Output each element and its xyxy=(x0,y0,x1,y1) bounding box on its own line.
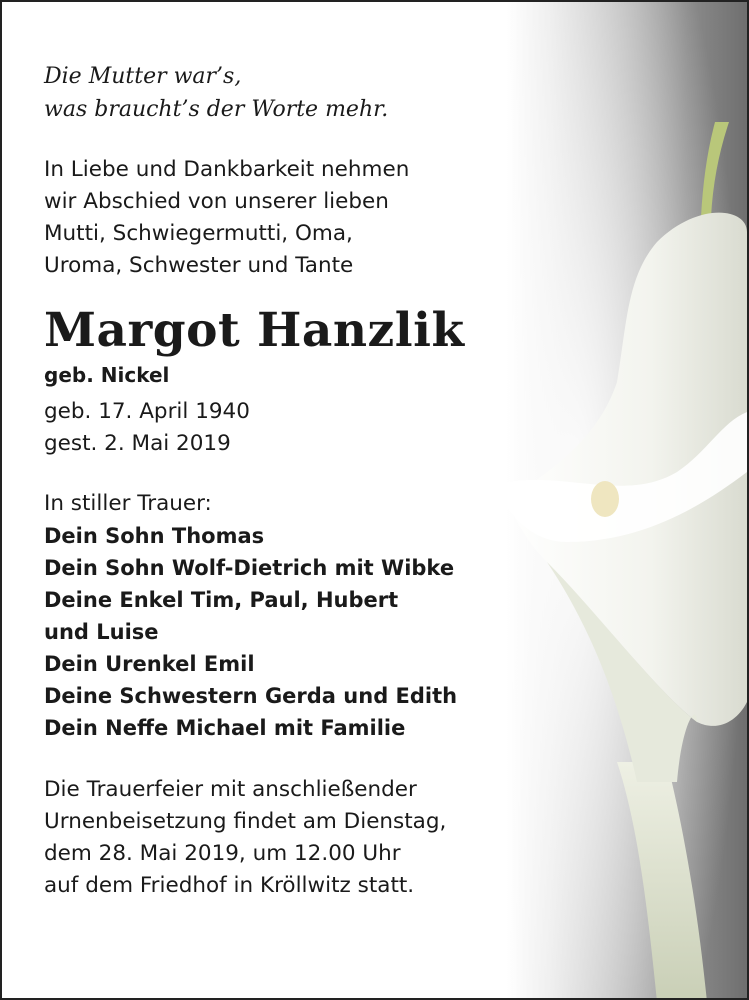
intro-line: Uroma, Schwester und Tante xyxy=(44,253,354,278)
notice-text xyxy=(44,60,514,902)
motto-line: was braucht’s der Worte mehr. xyxy=(44,97,389,122)
mourner: Deine Enkel Tim, Paul, Hubert xyxy=(44,588,399,612)
calla-lily-icon xyxy=(507,2,747,1000)
deceased-name: Margot Hanzlik xyxy=(44,303,465,358)
intro-line: In Liebe und Dankbarkeit nehmen xyxy=(44,157,410,182)
intro-line: Mutti, Schwiegermutti, Oma, xyxy=(44,221,353,246)
intro-text xyxy=(44,154,514,282)
mourner: Dein Urenkel Emil xyxy=(44,652,255,676)
intro-line: wir Abschied von unserer lieben xyxy=(44,189,389,214)
birth-date: geb. 17. April 1940 xyxy=(44,399,250,424)
mourner: Dein Sohn Wolf-Dietrich mit Wibke xyxy=(44,556,455,580)
mourning-label: In stiller Trauer: xyxy=(44,491,212,516)
life-dates xyxy=(44,396,514,460)
service-line: dem 28. Mai 2019, um 12.00 Uhr xyxy=(44,841,401,866)
mourner: und Luise xyxy=(44,620,159,644)
motto-line: Die Mutter war’s, xyxy=(44,64,242,89)
motto xyxy=(44,60,514,126)
mourners-list xyxy=(44,520,514,744)
mourner: Dein Neffe Michael mit Familie xyxy=(44,716,406,740)
maiden-name: geb. Nickel xyxy=(44,363,170,387)
service-line: auf dem Friedhof in Kröllwitz statt. xyxy=(44,873,415,898)
service-info xyxy=(44,774,514,902)
mourner: Deine Schwestern Gerda und Edith xyxy=(44,684,458,708)
service-line: Urnenbeisetzung findet am Dienstag, xyxy=(44,809,447,834)
mourner: Dein Sohn Thomas xyxy=(44,524,265,548)
death-date: gest. 2. Mai 2019 xyxy=(44,431,231,456)
calla-lily-image xyxy=(507,2,747,1000)
service-line: Die Trauerfeier mit anschließender xyxy=(44,777,417,802)
